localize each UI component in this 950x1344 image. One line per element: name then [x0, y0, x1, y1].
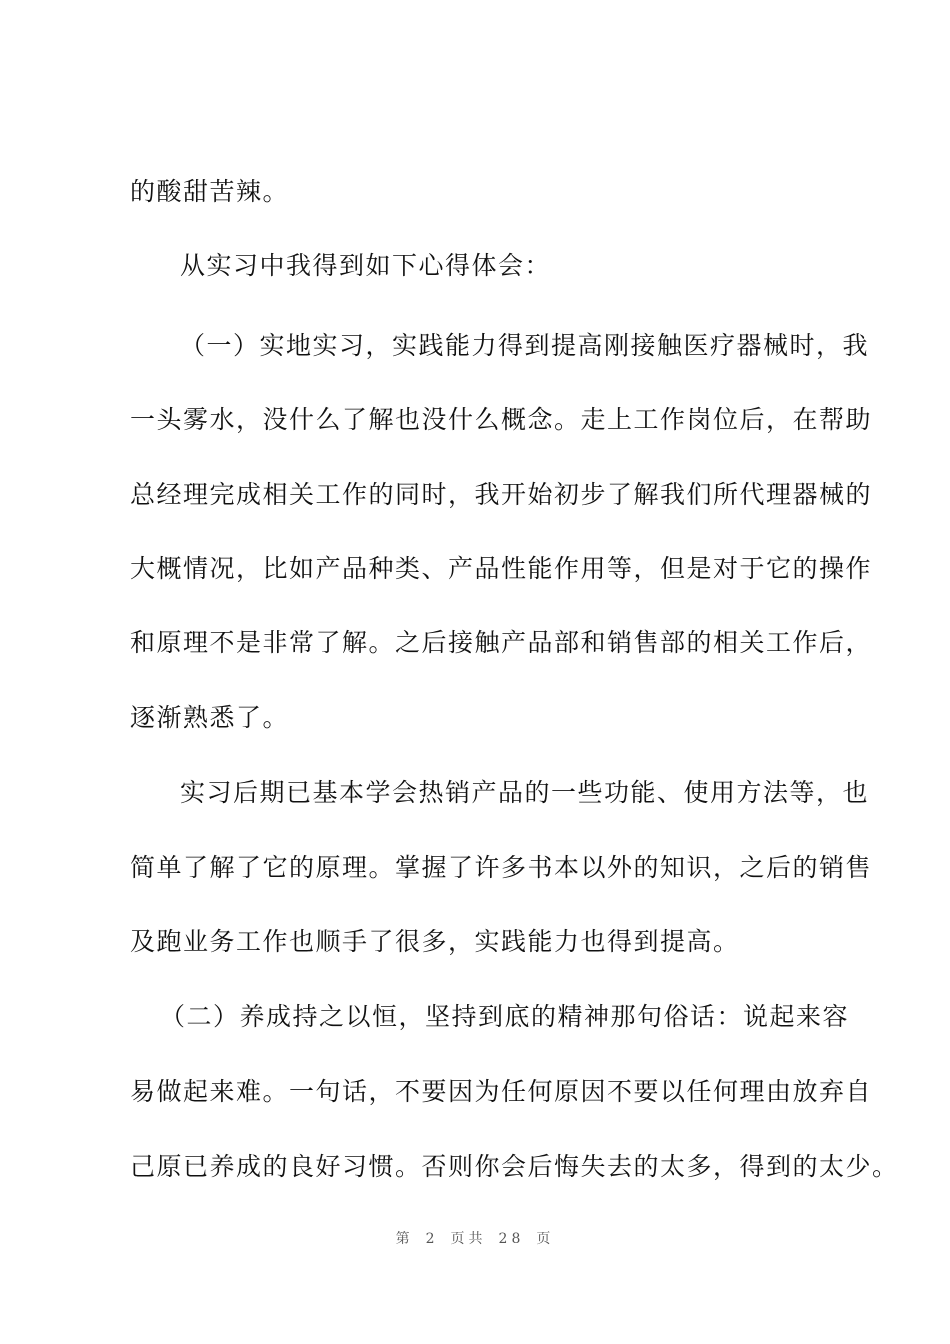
text-line: 和原理不是非常了解。之后接触产品部和销售部的相关工作后， — [130, 628, 873, 657]
text-line: 一头雾水，没什么了解也没什么概念。走上工作岗位后，在帮助 — [130, 405, 873, 434]
footer-label-of: 页共 — [450, 1231, 487, 1247]
text-line: 从实习中我得到如下心得体会： — [180, 251, 552, 280]
text-line: 总经理完成相关工作的同时，我开始初步了解我们所代理器械的 — [130, 480, 873, 509]
text-line: 及跑业务工作也顺手了很多，实践能力也得到提高。 — [130, 927, 740, 956]
text-line: 易做起来难。一句话，不要因为任何原因不要以任何理由放弃自 — [130, 1077, 873, 1106]
footer-label-end: 页 — [536, 1231, 555, 1247]
footer-total-pages: 28 — [498, 1231, 525, 1247]
text-line: 简单了解了它的原理。掌握了许多书本以外的知识，之后的销售 — [130, 853, 873, 882]
text-line: 己原已养成的良好习惯。否则你会后悔失去的太多，得到的太少。 — [130, 1152, 899, 1181]
footer-label-page: 第 — [395, 1231, 414, 1247]
text-line: （一）实地实习，实践能力得到提高刚接触医疗器械时，我 — [180, 331, 870, 360]
footer-current-page: 2 — [425, 1231, 439, 1247]
text-line: 的酸甜苦辣。 — [130, 177, 290, 206]
text-line: （二）养成持之以恒，坚持到底的精神那句俗话：说起来容 — [160, 1002, 850, 1031]
text-line: 逐渐熟悉了。 — [130, 703, 290, 732]
text-line: 实习后期已基本学会热销产品的一些功能、使用方法等，也 — [180, 778, 870, 807]
page-footer — [0, 1228, 950, 1248]
text-line: 大概情况，比如产品种类、产品性能作用等，但是对于它的操作 — [130, 554, 873, 583]
